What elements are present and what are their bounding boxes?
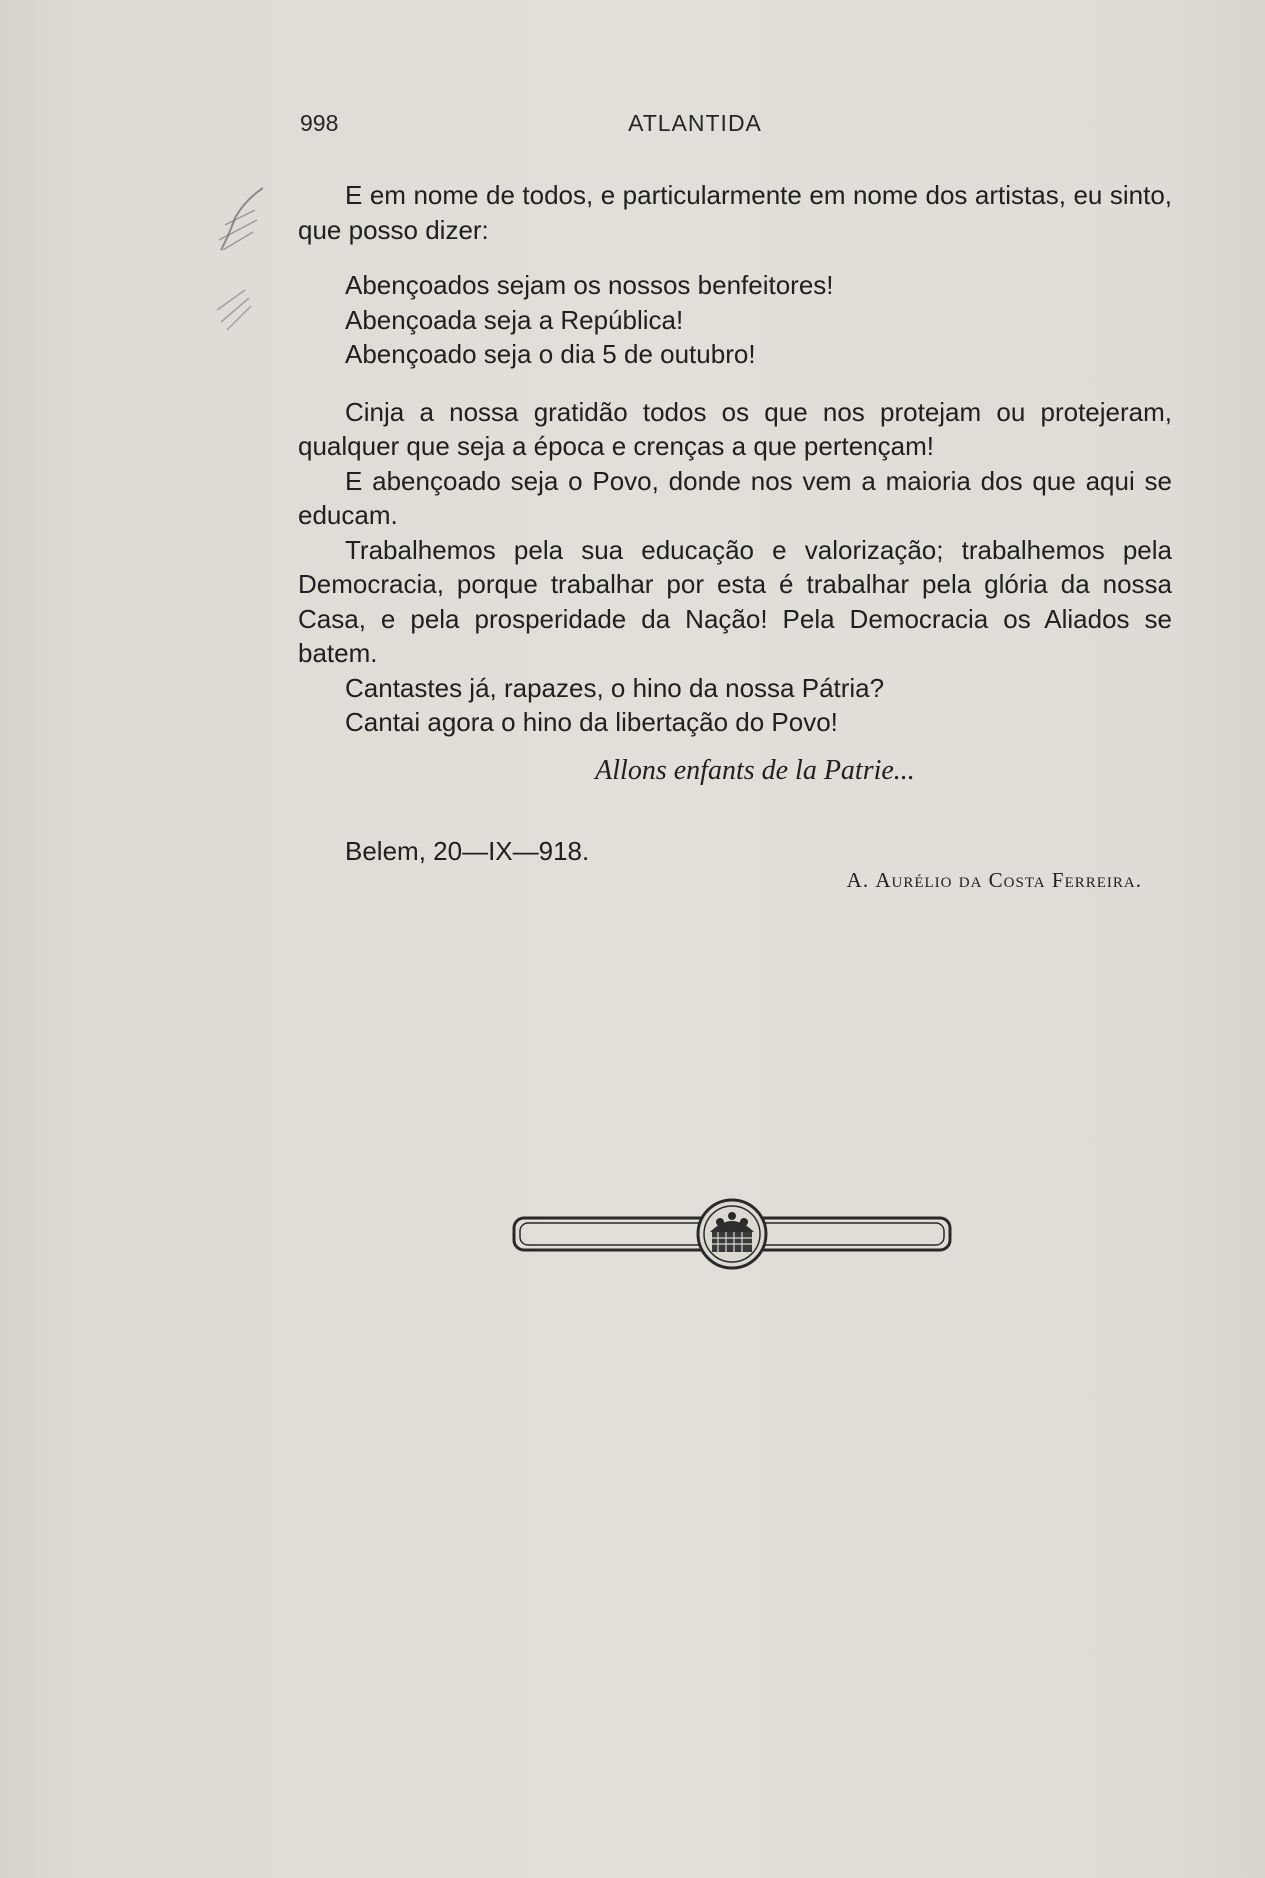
paragraph-2: Cinja a nossa gratidão todos os que nos protejam ou protejeram, qualquer que seja a época e crenças a que pertençam! [298, 396, 1172, 461]
signature-name: Aurélio da Costa Ferreira. [875, 867, 1142, 892]
paragraph-5: Cantastes já, rapazes, o hino da nossa Pátria? [345, 672, 885, 703]
paragraph-4: Trabalhemos pela sua educação e valorização; trabalhemos pela Democracia, porque trabalhar por esta é trabalhar pela glória da nossa Casa, e pela prosperidade da Nação! Pela Democracia os Aliados se batem. [298, 534, 1172, 668]
quote-line: Allons enfants de la Patrie... [595, 754, 915, 786]
signature-initial: A. [846, 867, 870, 892]
article-body [298, 178, 1172, 897]
stanza-line-3: Abençoado seja o dia 5 de outubro! [345, 339, 756, 369]
dateline: Belem, 20—IX—918. [345, 836, 590, 866]
running-title: ATLANTIDA [628, 110, 762, 136]
stanza-line-2: Abençoada seja a República! [345, 304, 684, 335]
page-number: 998 [300, 110, 339, 136]
paragraph-1: E em nome de todos, e particularmente em nome dos artistas, eu sinto, que posso dizer: [298, 180, 1172, 245]
stanza-line-1: Abençoados sejam os nossos benfeitores! [345, 270, 834, 300]
paragraph-6: Cantai agora o hino da libertação do Povo! [345, 707, 838, 737]
basket-ornament-icon [512, 1196, 952, 1276]
page-header [300, 110, 1020, 144]
margin-stain-decoration [205, 180, 275, 350]
paragraph-3: E abençoado seja o Povo, donde nos vem a maioria dos que aqui se educam. [298, 465, 1172, 530]
blessing-stanza [298, 268, 1172, 372]
